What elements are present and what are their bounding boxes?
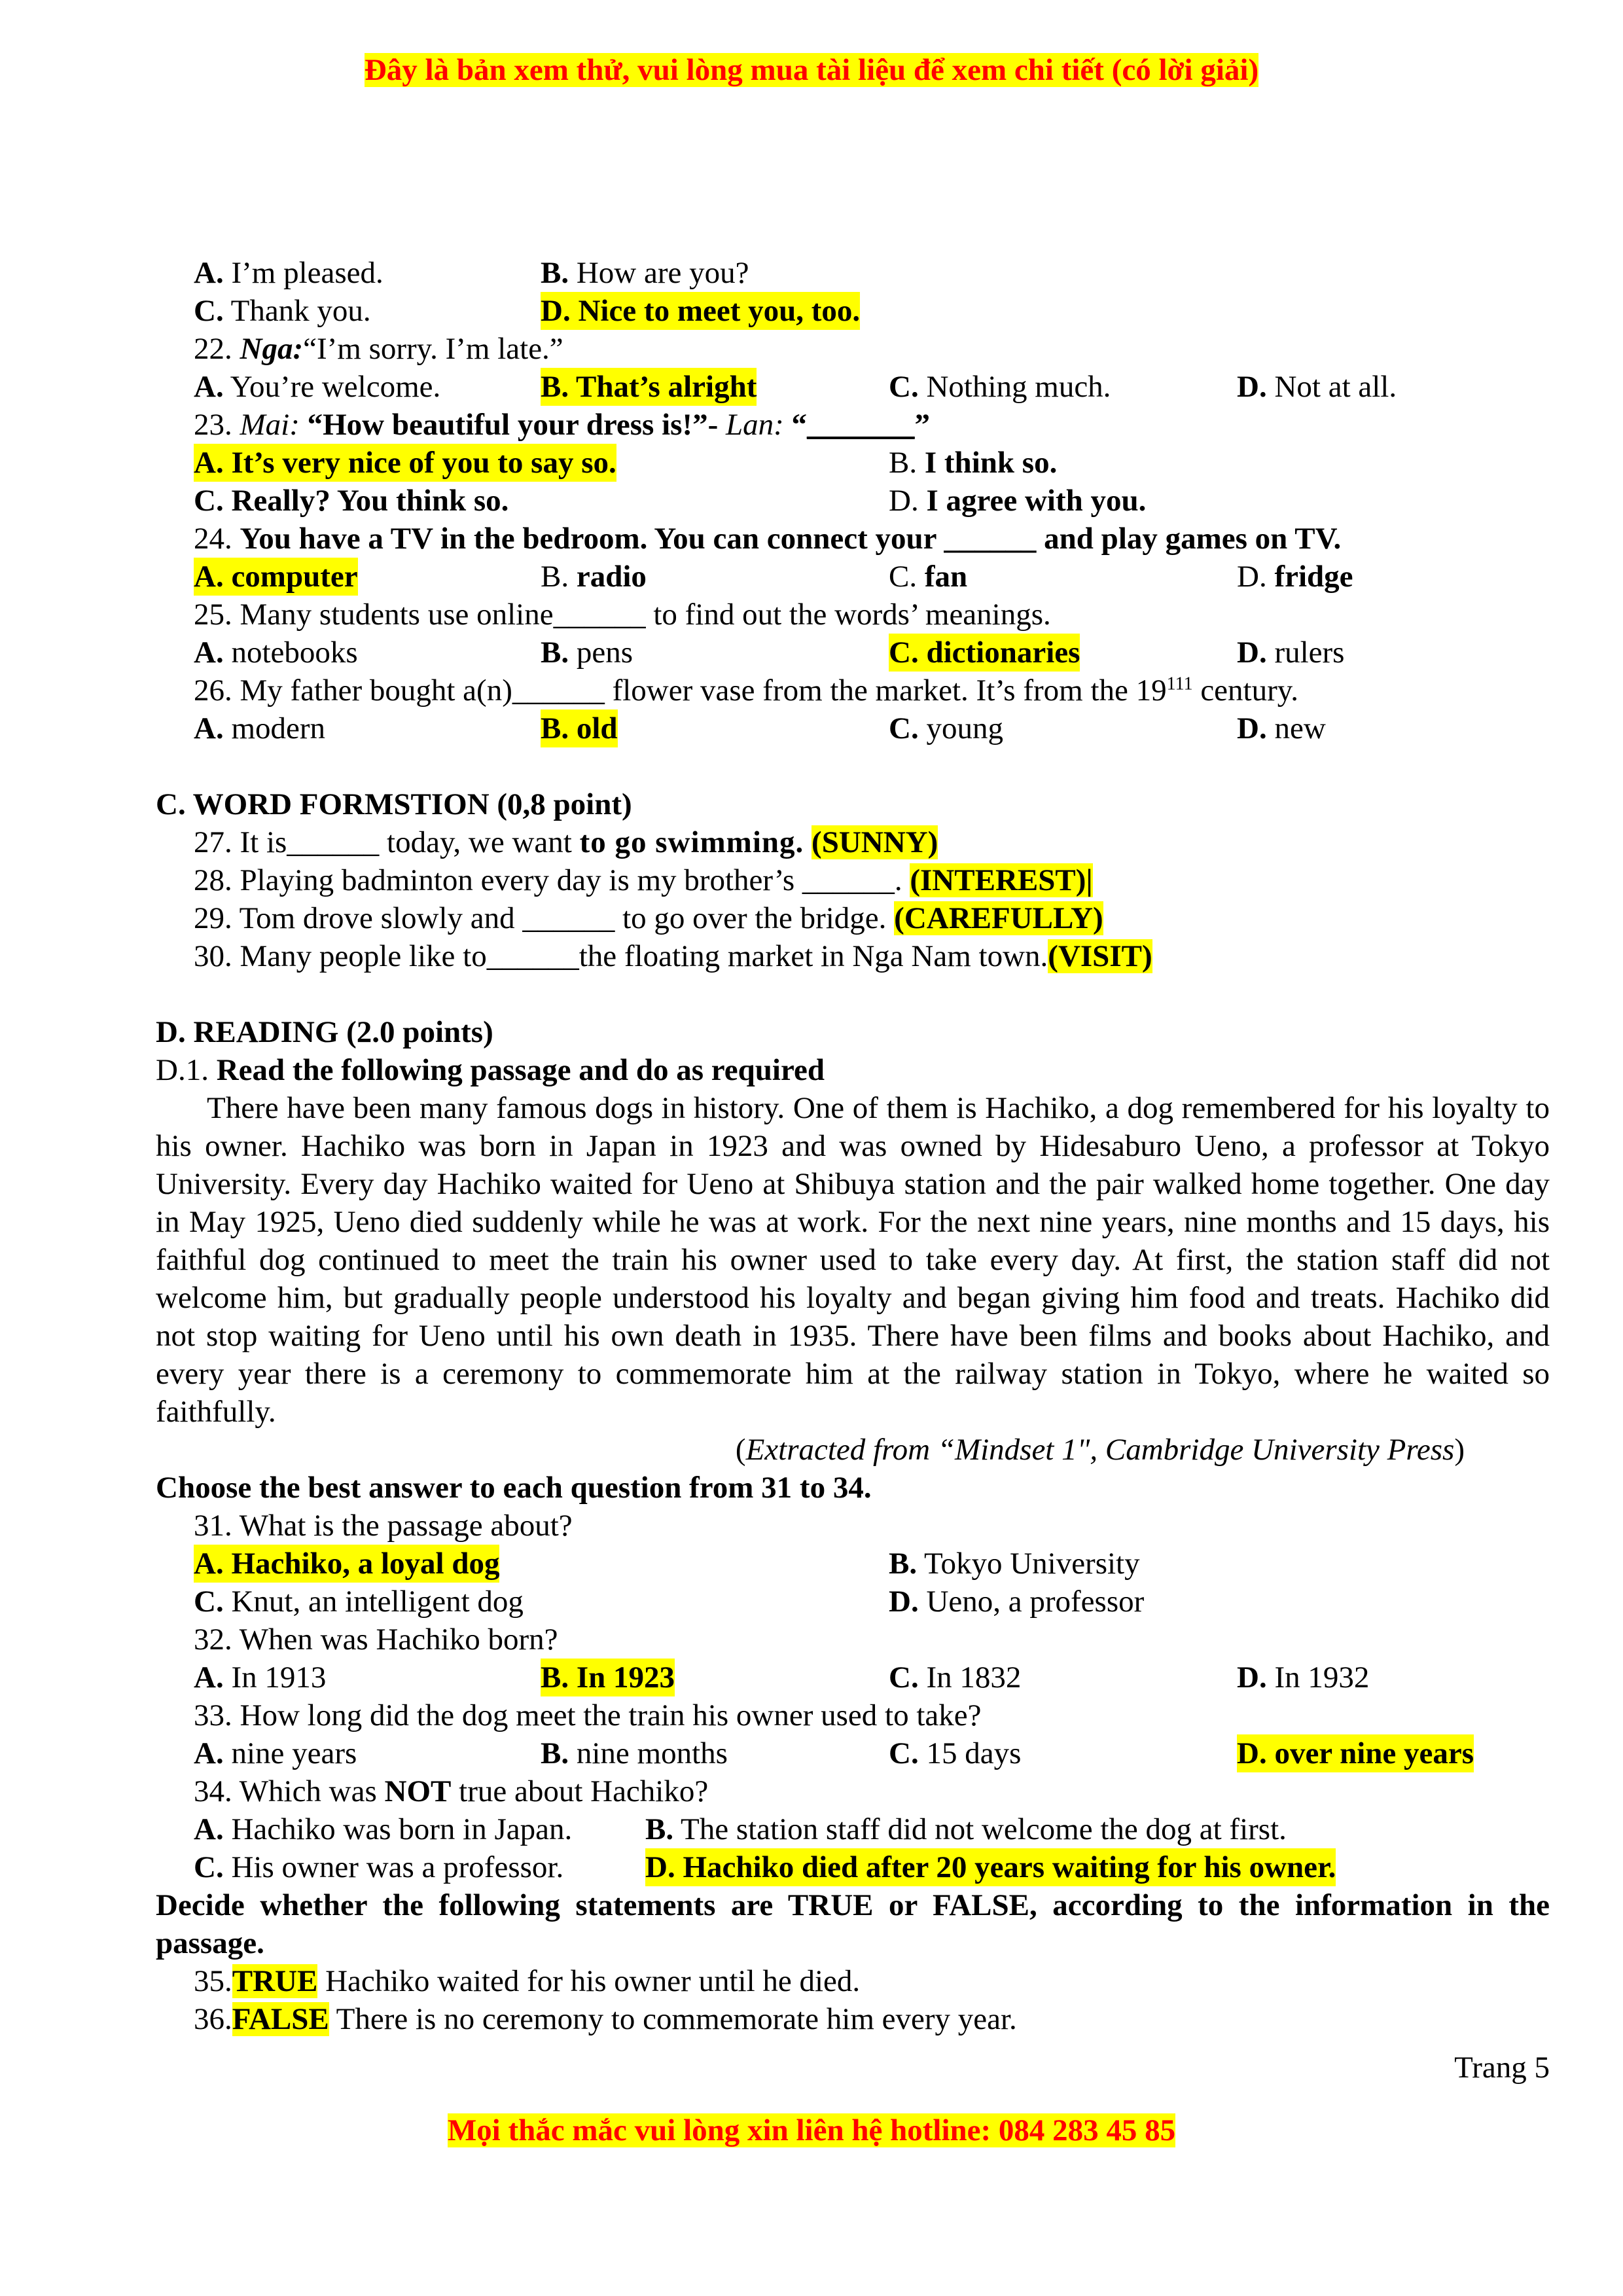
q29: 29. Tom drove slowly and ______ to go over the bridge. (CAREFULLY) — [194, 901, 1103, 935]
q24-option-a-answer: A. computer — [194, 558, 358, 596]
q32-option-b-answer: B. In 1923 — [541, 1659, 675, 1696]
q31-option-a-answer: A. Hachiko, a loyal dog — [194, 1545, 499, 1583]
passage-credit: (Extracted from “Mindset 1", Cambridge University Press) — [735, 1433, 1465, 1467]
q24-option-c: C. fan — [889, 560, 968, 594]
q22-stem: 22. Nga:“I’m sorry. I’m late.” — [194, 332, 563, 366]
q31-option-c: C. Knut, an intelligent dog — [194, 1585, 524, 1619]
q33-option-a: A. nine years — [194, 1736, 357, 1770]
q31-options-row1 — [156, 1545, 1550, 1583]
q34-option-c: C. His owner was a professor. — [194, 1850, 564, 1884]
q22-option-b-answer: B. That’s alright — [541, 368, 757, 406]
q21-options-row2 — [156, 292, 1550, 330]
instruction-31-34: Choose the best answer to each question from 31 to 34. — [156, 1471, 872, 1505]
q35: 35.TRUE Hachiko waited for his owner until he died. — [194, 1964, 861, 1998]
q31-options-row2 — [156, 1583, 1550, 1621]
q25-option-b: B. pens — [541, 636, 633, 670]
q32-option-d: D. In 1932 — [1237, 1660, 1370, 1695]
q25-option-c-answer: C. dictionaries — [889, 634, 1080, 672]
section-c-title: C. WORD FORMSTION (0,8 point) — [156, 787, 632, 821]
q21-option-c: C. Thank you. — [194, 294, 371, 328]
q26-options — [156, 709, 1550, 747]
q36: 36.FALSE There is no ceremony to commemorate him every year. — [194, 2002, 1017, 2036]
q24-option-b: B. radio — [541, 560, 647, 594]
q27-answer: (SUNNY) — [812, 825, 938, 859]
q32-option-a: A. In 1913 — [194, 1660, 327, 1695]
q34-option-b: B. The station staff did not welcome the dog at first. — [645, 1812, 1287, 1846]
q22-option-d: D. Not at all. — [1237, 370, 1397, 404]
preview-banner — [0, 51, 1623, 89]
q25-options — [156, 634, 1550, 672]
document-body — [156, 254, 1550, 2038]
q34-option-a: A. Hachiko was born in Japan. — [194, 1812, 573, 1846]
q28-answer: (INTEREST)| — [910, 863, 1093, 897]
q32-options — [156, 1659, 1550, 1696]
q26-option-a: A. modern — [194, 711, 326, 745]
q22-options — [156, 368, 1550, 406]
q25-option-a: A. notebooks — [194, 636, 358, 670]
q21-option-b: B. How are you? — [541, 256, 749, 290]
q21-option-a: A. I’m pleased. — [194, 256, 383, 290]
q24-option-d: D. fridge — [1237, 560, 1353, 594]
q25-option-d: D. rulers — [1237, 636, 1345, 670]
q23-option-a-answer: A. It’s very nice of you to say so. — [194, 444, 616, 482]
q21-option-d-answer: D. Nice to meet you, too. — [541, 292, 860, 330]
page-number: Trang 5 — [1454, 2051, 1550, 2085]
q33-option-d-answer: D. over nine years — [1237, 1734, 1474, 1772]
section-d1-heading: D.1. Read the following passage and do as required — [156, 1053, 825, 1087]
q23-option-c: C. Really? You think so. — [194, 484, 509, 518]
instruction-true-false: Decide whether the following statements are TRUE or FALSE, according to the information in the passage. — [156, 1888, 1550, 1960]
q26-option-d: D. new — [1237, 711, 1326, 745]
q27: 27. It is______ today, we want to go swimming. (SUNNY) — [194, 825, 938, 859]
q21-options-row1 — [156, 254, 1550, 292]
q23-option-d: D. I agree with you. — [889, 484, 1147, 518]
q23-options-row2 — [156, 482, 1550, 520]
q34-option-d-answer: D. Hachiko died after 20 years waiting for his owner. — [645, 1848, 1336, 1886]
q26-option-c: C. young — [889, 711, 1003, 745]
q36-answer: FALSE — [232, 2002, 329, 2036]
q32-option-c: C. In 1832 — [889, 1660, 1022, 1695]
q33-stem: 33. How long did the dog meet the train his owner used to take? — [194, 1698, 982, 1732]
q23-options-row1 — [156, 444, 1550, 482]
q22-option-c: C. Nothing much. — [889, 370, 1111, 404]
q33-options — [156, 1734, 1550, 1772]
q25-stem: 25. Many students use online______ to find out the words’ meanings. — [194, 598, 1051, 632]
q24-stem: 24. You have a TV in the bedroom. You can connect your ______ and play games on TV. — [194, 522, 1342, 556]
q33-option-b: B. nine months — [541, 1736, 728, 1770]
hotline-banner-text: Mọi thắc mắc vui lòng xin liên hệ hotline: 084 283 45 85 — [447, 2113, 1176, 2147]
q31-option-b: B. Tokyo University — [889, 1547, 1140, 1581]
q30: 30. Many people like to______the floating market in Nga Nam town.(VISIT) — [194, 939, 1152, 973]
reading-passage: There have been many famous dogs in history. One of them is Hachiko, a dog remembered for his loyalty to his owner. Hachiko was born in Japan in 1923 and was owned by Hidesaburo Ueno, a professor at Tokyo University. Every day Hachiko waited for Ueno at Shibuya station and the pair walked home together. One day in May 1925, Ueno died suddenly while he was at work. For the next nine years, nine months and 15 days, his faithful dog continued to meet the train his owner used to take every day. At first, the station staff did not welcome him, but gradually people understood his loyalty and began giving him food and treats. Hachiko did not stop waiting for Ueno until his own death in 1935. There have been films and books about Hachiko, and every year there is a ceremony to commemorate him at the railway station in Tokyo, where he waited so faithfully. — [156, 1091, 1550, 1429]
q23-option-b: B. I think so. — [889, 446, 1058, 480]
q34-options-row1 — [156, 1810, 1550, 1848]
preview-banner-text: Đây là bản xem thử, vui lòng mua tài liệu để xem chi tiết (có lời giải) — [364, 53, 1259, 87]
q31-option-d: D. Ueno, a professor — [889, 1585, 1145, 1619]
q32-stem: 32. When was Hachiko born? — [194, 1623, 558, 1657]
section-d-title: D. READING (2.0 points) — [156, 1015, 493, 1049]
q30-answer: (VISIT) — [1048, 939, 1152, 973]
q26-option-b-answer: B. old — [541, 709, 618, 747]
q26-stem: 26. My father bought a(n)______ flower vase from the market. It’s from the $19^{111}$ century. — [194, 673, 1298, 708]
q34-stem: 34. Which was NOT true about Hachiko? — [194, 1774, 709, 1808]
hotline-banner — [0, 2111, 1623, 2149]
q33-option-c: C. 15 days — [889, 1736, 1022, 1770]
q24-options — [156, 558, 1550, 596]
q35-answer: TRUE — [232, 1964, 318, 1998]
q23-stem: 23. Mai: “How beautiful your dress is!”- Lan: “_______” — [194, 408, 931, 442]
q31-stem: 31. What is the passage about? — [194, 1509, 573, 1543]
q22-option-a: A. You’re welcome. — [194, 370, 441, 404]
q29-answer: (CAREFULLY) — [894, 901, 1103, 935]
q28: 28. Playing badminton every day is my brother’s ______. (INTEREST)| — [194, 863, 1093, 897]
q34-options-row2 — [156, 1848, 1550, 1886]
